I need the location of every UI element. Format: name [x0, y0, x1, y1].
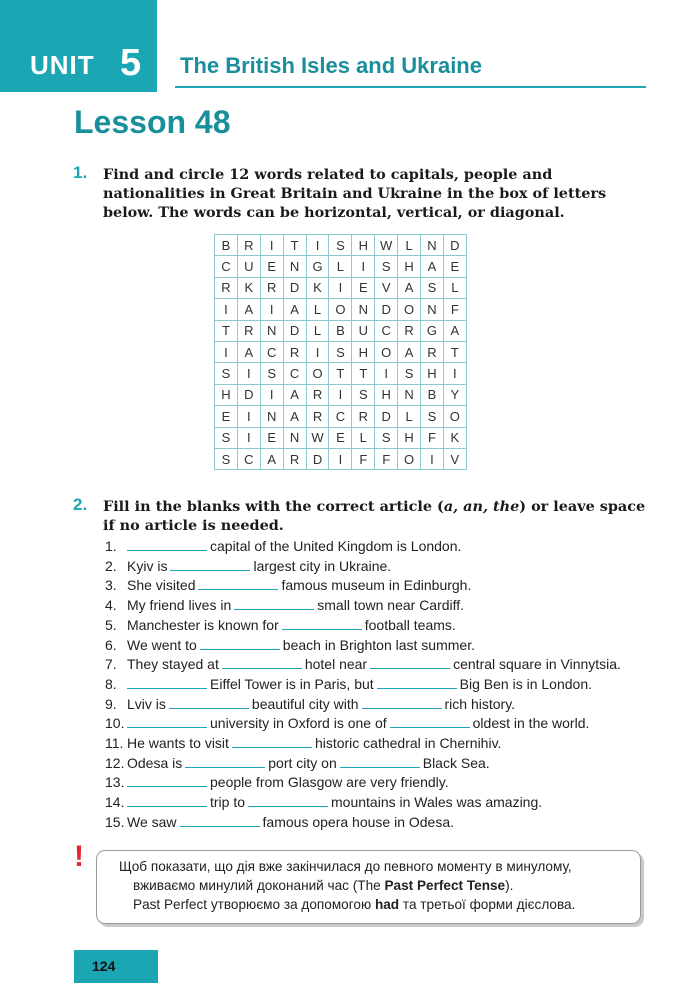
item-number: 11.: [105, 735, 124, 752]
grid-letter[interactable]: D: [283, 320, 306, 341]
grid-letter[interactable]: E: [260, 256, 283, 277]
unit-label: UNIT: [30, 50, 95, 80]
unit-number: 5: [120, 42, 142, 84]
grid-letter[interactable]: D: [306, 448, 329, 469]
grid-letter[interactable]: L: [329, 256, 352, 277]
grid-letter[interactable]: N: [421, 299, 444, 320]
grid-letter[interactable]: K: [443, 427, 466, 448]
grid-letter[interactable]: A: [237, 341, 260, 362]
grid-row: [215, 256, 467, 277]
grid-letter[interactable]: O: [398, 299, 421, 320]
answer-blank[interactable]: [198, 577, 278, 590]
grid-row: [215, 341, 467, 362]
answer-blank[interactable]: [222, 656, 302, 669]
item-text: She visited: [127, 577, 196, 594]
answer-blank[interactable]: [340, 755, 420, 768]
note-text: вживаємо минулий доконаний час (The: [133, 878, 385, 893]
grid-row: [215, 320, 467, 341]
item-text: beautiful city with: [251, 695, 359, 712]
item-text: central square in Vinnytsia.: [453, 656, 621, 673]
answer-blank[interactable]: [169, 696, 249, 709]
item-text: capital of the United Kingdom is London.: [210, 538, 462, 554]
item-text: oldest in the world.: [472, 715, 590, 732]
grid-letter[interactable]: S: [421, 277, 444, 298]
grid-letter[interactable]: T: [215, 320, 238, 341]
item-text: Manchester is known for: [127, 616, 279, 633]
unit-title: The British Isles and Ukraine: [180, 53, 482, 78]
item-text: port city on: [268, 754, 337, 771]
grid-letter[interactable]: F: [352, 448, 375, 469]
item-number: 1.: [105, 538, 117, 554]
grid-letter[interactable]: I: [443, 363, 466, 384]
grid-letter[interactable]: R: [352, 406, 375, 427]
grid-letter[interactable]: K: [306, 277, 329, 298]
item-number: 13.: [105, 774, 125, 791]
grid-letter[interactable]: C: [237, 448, 260, 469]
grid-letter[interactable]: D: [443, 235, 466, 256]
grid-letter[interactable]: S: [352, 384, 375, 405]
grid-letter[interactable]: R: [283, 448, 306, 469]
unit-badge: [0, 0, 157, 92]
grid-letter[interactable]: D: [375, 406, 398, 427]
grid-letter[interactable]: O: [329, 299, 352, 320]
grid-letter[interactable]: I: [375, 363, 398, 384]
grid-letter[interactable]: O: [443, 406, 466, 427]
item-text: largest city in Ukraine.: [253, 557, 392, 574]
grid-row: [215, 406, 467, 427]
grid-letter[interactable]: A: [260, 448, 283, 469]
item-number: 5.: [105, 616, 117, 633]
exclamation-icon: !: [74, 840, 84, 873]
grid-letter[interactable]: F: [375, 448, 398, 469]
item-text: We saw: [127, 813, 177, 830]
exercise-item: [105, 537, 621, 557]
exercise-item: [105, 616, 621, 636]
grid-row: [215, 427, 467, 448]
grid-letter[interactable]: L: [306, 299, 329, 320]
item-text: We went to: [127, 636, 197, 653]
grid-letter[interactable]: L: [398, 406, 421, 427]
item-number: 3.: [105, 577, 117, 594]
grid-letter[interactable]: C: [329, 406, 352, 427]
grid-letter[interactable]: I: [260, 299, 283, 320]
grid-letter[interactable]: R: [260, 277, 283, 298]
instruction-text-end: ) or leave space if no article is needed.: [103, 498, 646, 534]
answer-blank[interactable]: [185, 755, 265, 768]
item-number: 2.: [105, 557, 117, 574]
answer-blank[interactable]: [377, 676, 457, 689]
answer-blank[interactable]: [127, 794, 207, 807]
grid-letter[interactable]: R: [237, 235, 260, 256]
grid-letter[interactable]: H: [352, 341, 375, 362]
grid-letter[interactable]: L: [443, 277, 466, 298]
grid-letter[interactable]: E: [352, 277, 375, 298]
item-text: They stayed at: [127, 656, 219, 673]
grid-letter[interactable]: I: [237, 363, 260, 384]
grid-letter[interactable]: A: [283, 299, 306, 320]
item-text: rich history.: [444, 695, 516, 712]
page-number-box: [74, 950, 158, 983]
grid-letter[interactable]: Y: [443, 384, 466, 405]
item-text: Lviv is: [127, 695, 166, 712]
exercise-1-number: 1.: [73, 163, 88, 182]
answer-blank[interactable]: [232, 735, 312, 748]
grid-letter[interactable]: I: [329, 277, 352, 298]
grid-letter[interactable]: R: [283, 341, 306, 362]
grid-letter[interactable]: H: [398, 427, 421, 448]
answer-blank[interactable]: [127, 676, 207, 689]
grid-letter[interactable]: L: [352, 427, 375, 448]
grid-letter[interactable]: H: [421, 363, 444, 384]
item-text: My friend lives in: [127, 597, 232, 614]
item-text: Odesa is: [127, 754, 183, 771]
note-text: та третьої форми дієслова.: [399, 897, 576, 912]
grid-letter[interactable]: K: [237, 277, 260, 298]
exercise-item: [105, 793, 621, 813]
grid-letter[interactable]: D: [283, 277, 306, 298]
grid-letter[interactable]: N: [352, 299, 375, 320]
exercise-item: [105, 576, 621, 596]
grid-letter[interactable]: W: [375, 235, 398, 256]
grid-letter[interactable]: H: [215, 384, 238, 405]
exercise-item: [105, 695, 621, 715]
grid-letter[interactable]: I: [215, 341, 238, 362]
grid-letter[interactable]: N: [421, 235, 444, 256]
grid-letter[interactable]: H: [352, 235, 375, 256]
grid-letter[interactable]: W: [306, 427, 329, 448]
answer-blank[interactable]: [362, 696, 442, 709]
grid-letter[interactable]: A: [421, 256, 444, 277]
grid-row: [215, 363, 467, 384]
answer-blank[interactable]: [200, 637, 280, 650]
grid-letter[interactable]: A: [398, 341, 421, 362]
exercise-item: [105, 754, 621, 774]
exercise-item: [105, 557, 621, 577]
grid-letter[interactable]: I: [260, 235, 283, 256]
grid-letter[interactable]: R: [306, 406, 329, 427]
exercise-item: [105, 596, 621, 616]
item-text: famous museum in Edinburgh.: [281, 577, 472, 594]
answer-blank[interactable]: [127, 774, 207, 787]
grid-letter[interactable]: T: [283, 235, 306, 256]
grid-letter[interactable]: I: [329, 448, 352, 469]
item-number: 8.: [105, 675, 117, 692]
grid-letter[interactable]: E: [329, 427, 352, 448]
grid-letter[interactable]: B: [215, 235, 238, 256]
note-line-2: [97, 876, 640, 895]
exercise-2-number: 2.: [73, 495, 88, 514]
grid-letter[interactable]: O: [306, 363, 329, 384]
item-text: Kyiv is: [127, 557, 168, 574]
grid-letter[interactable]: F: [443, 299, 466, 320]
grid-letter[interactable]: S: [260, 363, 283, 384]
grid-letter[interactable]: H: [398, 256, 421, 277]
grid-letter[interactable]: T: [329, 363, 352, 384]
exercise-2-instruction: [103, 497, 651, 535]
item-text: people from Glasgow are very friendly.: [210, 774, 449, 791]
answer-blank[interactable]: [180, 814, 260, 827]
item-number: 6.: [105, 636, 117, 653]
grid-letter[interactable]: S: [421, 406, 444, 427]
grid-letter[interactable]: R: [215, 277, 238, 298]
instruction-text: Fill in the blanks with the correct article (: [103, 498, 444, 515]
grid-letter[interactable]: H: [375, 384, 398, 405]
grid-letter[interactable]: A: [443, 320, 466, 341]
note-bold: Past Perfect Tense: [384, 878, 506, 893]
grid-row: [215, 277, 467, 298]
grid-letter[interactable]: L: [306, 320, 329, 341]
answer-blank[interactable]: [127, 715, 207, 728]
answer-blank[interactable]: [234, 597, 314, 610]
grid-letter[interactable]: R: [398, 320, 421, 341]
grid-letter[interactable]: N: [398, 384, 421, 405]
grid-letter[interactable]: B: [329, 320, 352, 341]
item-text: historic cathedral in Chernihiv.: [314, 735, 502, 752]
item-number: 4.: [105, 597, 117, 614]
exercise-item: [105, 714, 621, 734]
answer-blank[interactable]: [248, 794, 328, 807]
grid-row: [215, 235, 467, 256]
grid-letter[interactable]: I: [306, 235, 329, 256]
answer-blank[interactable]: [370, 656, 450, 669]
grid-letter[interactable]: S: [215, 363, 238, 384]
exercise-item: [105, 734, 621, 754]
item-text: He wants to visit: [127, 735, 229, 752]
grid-letter[interactable]: S: [398, 363, 421, 384]
grid-letter[interactable]: S: [215, 427, 238, 448]
grid-letter[interactable]: U: [352, 320, 375, 341]
grid-letter[interactable]: S: [329, 235, 352, 256]
item-number: 15.: [105, 813, 125, 830]
item-text: hotel near: [304, 656, 368, 673]
grid-letter[interactable]: I: [237, 427, 260, 448]
item-number: 12.: [105, 754, 125, 771]
grid-letter[interactable]: C: [283, 363, 306, 384]
grid-letter[interactable]: U: [237, 256, 260, 277]
grid-letter[interactable]: I: [329, 384, 352, 405]
grid-letter[interactable]: I: [215, 299, 238, 320]
grid-letter[interactable]: A: [283, 406, 306, 427]
answer-blank[interactable]: [282, 617, 362, 630]
grid-letter[interactable]: A: [283, 384, 306, 405]
grid-letter[interactable]: S: [215, 448, 238, 469]
item-number: 9.: [105, 695, 117, 712]
note-bold: had: [374, 897, 400, 912]
grid-letter[interactable]: E: [260, 427, 283, 448]
grid-letter[interactable]: T: [443, 341, 466, 362]
item-text: university in Oxford is one of: [210, 715, 387, 732]
grid-letter[interactable]: A: [398, 277, 421, 298]
grid-letter[interactable]: N: [260, 320, 283, 341]
grid-letter[interactable]: D: [375, 299, 398, 320]
item-text: football teams.: [364, 616, 456, 633]
item-text: Big Ben is in London.: [459, 675, 592, 692]
item-number: 7.: [105, 656, 117, 673]
word-search-grid: [214, 234, 467, 470]
grid-letter[interactable]: C: [375, 320, 398, 341]
grid-letter[interactable]: E: [443, 256, 466, 277]
grid-letter[interactable]: O: [398, 448, 421, 469]
grid-letter[interactable]: G: [306, 256, 329, 277]
item-text: famous opera house in Odesa.: [262, 813, 455, 830]
item-text: Black Sea.: [422, 754, 490, 771]
grid-letter[interactable]: E: [215, 406, 238, 427]
grid-letter[interactable]: I: [306, 341, 329, 362]
exercise-item: [105, 636, 621, 656]
grid-letter[interactable]: R: [237, 320, 260, 341]
answer-blank[interactable]: [390, 715, 470, 728]
item-text: small town near Cardiff.: [317, 597, 465, 614]
grid-row: [215, 299, 467, 320]
item-number: 10.: [105, 715, 125, 732]
grid-letter[interactable]: C: [260, 341, 283, 362]
grid-letter[interactable]: I: [352, 256, 375, 277]
item-text: trip to: [210, 794, 246, 811]
grid-letter[interactable]: R: [306, 384, 329, 405]
note-line-3: [97, 895, 640, 914]
header-divider: [175, 86, 646, 88]
grid-letter[interactable]: F: [421, 427, 444, 448]
exercise-1-instruction: Find and circle 12 words related to capitals, people and nationalities in Great Britain and Ukraine in the box of letters below. The words can be horizontal, vertical, or diagonal.: [103, 166, 607, 221]
exercise-item: [105, 773, 621, 793]
grid-letter[interactable]: L: [398, 235, 421, 256]
instruction-articles: a, an, the: [443, 498, 520, 515]
grid-letter[interactable]: R: [421, 341, 444, 362]
grid-letter[interactable]: I: [237, 406, 260, 427]
grid-letter[interactable]: N: [260, 406, 283, 427]
grid-letter[interactable]: A: [237, 299, 260, 320]
grid-letter[interactable]: I: [260, 384, 283, 405]
grammar-note: [96, 850, 641, 924]
exercise-item: [105, 655, 621, 675]
note-text: Past Perfect утворюємо за допомогою: [133, 897, 375, 912]
item-number: 14.: [105, 794, 125, 811]
grid-letter[interactable]: T: [352, 363, 375, 384]
grid-letter[interactable]: B: [421, 384, 444, 405]
grid-letter[interactable]: V: [443, 448, 466, 469]
grid-letter[interactable]: O: [375, 341, 398, 362]
grid-letter[interactable]: S: [375, 427, 398, 448]
lesson-title: Lesson 48: [74, 104, 231, 140]
grid-letter[interactable]: D: [237, 384, 260, 405]
note-text: ).: [505, 878, 514, 893]
grid-letter[interactable]: G: [421, 320, 444, 341]
note-line-1: Щоб показати, що дія вже закінчилася до певного моменту в минулому,: [119, 859, 572, 874]
grid-letter[interactable]: N: [283, 427, 306, 448]
exercise-item: [105, 813, 621, 833]
grid-letter[interactable]: S: [329, 341, 352, 362]
grid-letter[interactable]: C: [215, 256, 238, 277]
exercise-item: [105, 675, 621, 695]
grid-letter[interactable]: S: [375, 256, 398, 277]
grid-row: [215, 384, 467, 405]
grid-letter[interactable]: V: [375, 277, 398, 298]
grid-row: [215, 448, 467, 469]
item-text: mountains in Wales was amazing.: [331, 794, 543, 811]
grid-letter[interactable]: N: [283, 256, 306, 277]
page-number: 124: [92, 958, 116, 974]
item-text: Eiffel Tower is in Paris, but: [210, 675, 374, 692]
answer-blank[interactable]: [127, 538, 207, 551]
item-text: beach in Brighton last summer.: [282, 636, 475, 653]
answer-blank[interactable]: [170, 558, 250, 571]
grid-letter[interactable]: I: [421, 448, 444, 469]
fill-in-list: [105, 537, 621, 833]
